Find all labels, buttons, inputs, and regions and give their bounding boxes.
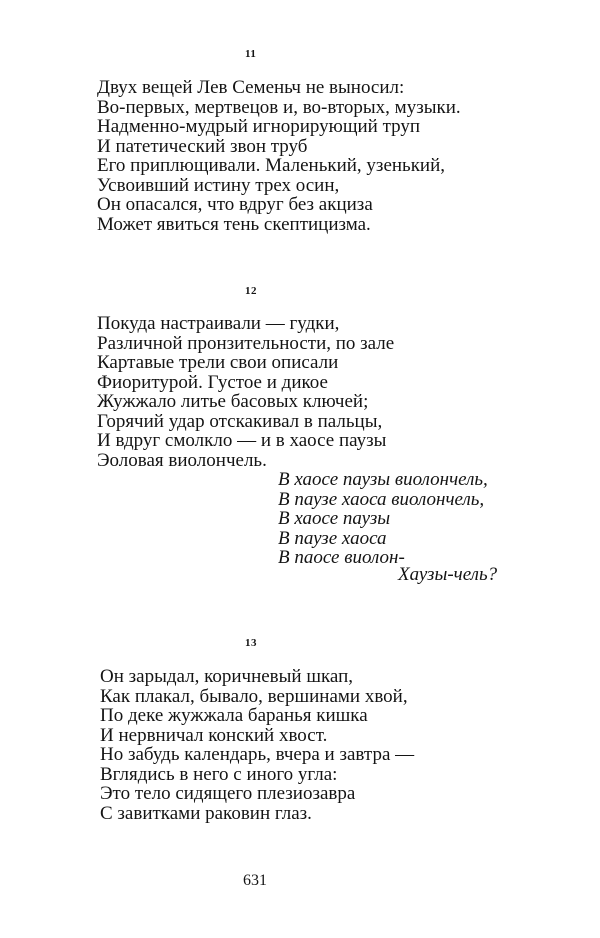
poem-line: Жужжало литье басовых ключей; [97, 391, 369, 412]
poem-12-italic-refrain [278, 470, 488, 568]
poem-line: Может явиться тень скептицизма. [97, 213, 371, 235]
poem-13-stanza [100, 667, 414, 823]
poem-line: И вдруг смолкло — и в хаосе паузы [97, 430, 387, 451]
poem-line: Покуда настраивали — гудки, [97, 313, 340, 334]
page-number: 631 [243, 872, 267, 889]
poem-line: Картавые трели свои описали [97, 352, 339, 373]
poem-line: По деке жужжала баранья кишка [100, 705, 368, 726]
poem-13-number: 13 [245, 637, 257, 649]
poem-line: Его приплющивали. Маленький, узенький, [97, 155, 446, 176]
poem-line-italic: В паосе виолон- [278, 547, 405, 568]
poem-line: Надменно-мудрый игнорирующий труп [97, 116, 421, 137]
poem-line: И патетический звон труб [97, 135, 308, 157]
poem-line: Эоловая виолончель. [97, 449, 267, 471]
poem-line: Фиоритурой. Густое и дикое [97, 371, 328, 393]
poem-line-italic: В хаосе паузы [278, 508, 391, 529]
poem-line: Горячий удар отскакивал в пальцы, [97, 410, 383, 432]
poem-line: Двух вещей Лев Семеньч не выносил: [97, 77, 405, 98]
poem-line: Усвоивший истину трех осин, [97, 174, 340, 196]
poem-line-italic: В хаосе паузы виолончель, [278, 469, 488, 490]
poem-12-final-line: Хаузы-чель? [398, 564, 498, 585]
poem-11-stanza [97, 78, 461, 234]
poem-line: С завитками раковин глаз. [100, 802, 312, 824]
poem-line: Но забудь календарь, вчера и завтра — [100, 744, 415, 765]
poem-line: Он опасался, что вдруг без акциза [97, 194, 373, 215]
poem-line: Это тело сидящего плезиозавра [100, 783, 356, 804]
poem-line: И нервничал конский хвост. [100, 724, 328, 746]
poem-12-stanza [97, 314, 394, 470]
poem-11-number: 11 [245, 48, 257, 60]
poem-line: Вглядись в него с иного угла: [100, 763, 338, 785]
poem-line: Он зарыдал, коричневый шкап, [100, 666, 354, 687]
poem-line: Различной пронзительности, по зале [97, 332, 395, 354]
poem-line: Во-первых, мертвецов и, во-вторых, музыки. [97, 96, 461, 118]
poem-line: Как плакал, бывало, вершинами хвой, [100, 685, 408, 707]
poem-12-number: 12 [245, 285, 257, 297]
poem-line-italic: В паузе хаоса виолончель, [278, 488, 485, 510]
poem-line-italic: В паузе хаоса [278, 527, 387, 549]
